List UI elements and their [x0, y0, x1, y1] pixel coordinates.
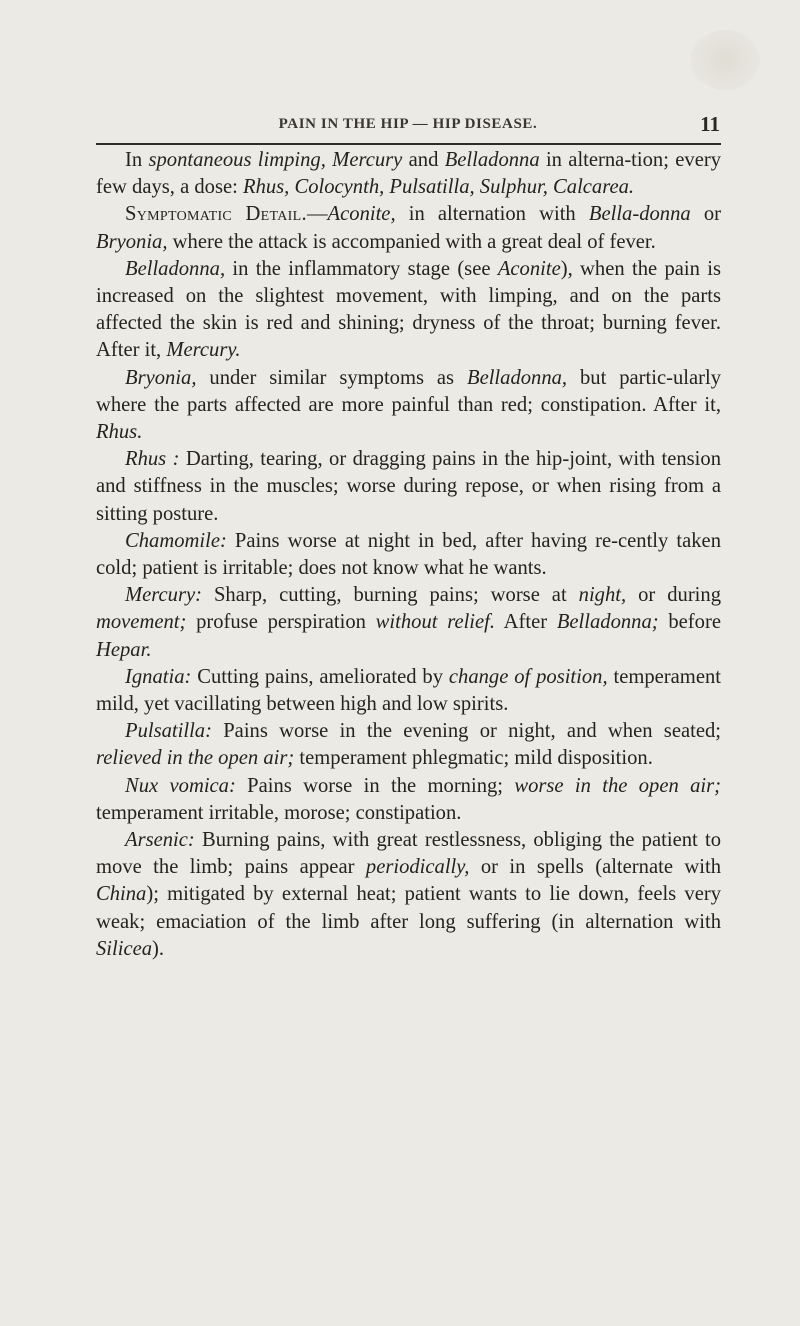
text-run: After — [495, 611, 557, 634]
section-heading: Symptomatic Detail. — [125, 203, 307, 226]
text-run: or — [690, 203, 721, 226]
text-run: Pains worse in the evening or night, and when seated; — [211, 720, 721, 743]
paragraph-rhus — [96, 446, 721, 528]
paragraph-ignatia — [96, 664, 721, 718]
text-run: in the inflammatory stage (see — [225, 257, 498, 280]
italic-text: Bryonia, — [96, 230, 168, 253]
italic-text: without relief. — [375, 611, 496, 634]
paper-stain — [690, 30, 760, 90]
italic-text: China — [96, 883, 147, 906]
italic-text: Belladonna, — [466, 366, 568, 389]
text-run: Sharp, cutting, burning pains; worse at — [202, 584, 579, 607]
text-run: temperament mild, yet vacillating between high and low spirits. — [96, 665, 721, 716]
italic-text: Nux vomica: — [125, 774, 236, 797]
paragraph-symptomatic-detail — [96, 201, 721, 255]
italic-text: periodically, — [365, 856, 470, 879]
italic-text: change of position, — [448, 665, 608, 688]
header-rule — [96, 143, 721, 145]
text-run: or during — [626, 584, 721, 607]
text-run: and — [402, 149, 445, 171]
italic-text: Hepar. — [96, 638, 152, 661]
paragraph-pulsatilla — [96, 718, 721, 772]
text-run: profuse perspiration — [186, 611, 376, 634]
text-run: but partic-ularly where the parts affected are more painful than red; constipation. After it, — [96, 366, 721, 416]
text-run: temperament phlegmatic; mild disposition. — [294, 747, 653, 770]
italic-text: Rhus : — [125, 448, 180, 471]
running-head: PAIN IN THE HIP — HIP DISEASE. — [278, 116, 538, 132]
italic-text: Belladonna, — [125, 257, 226, 280]
text-run: Burning pains, with great restlessness, obliging the patient to move the limb; pains appear — [96, 829, 721, 879]
text-run: Cutting pains, ameliorated by — [191, 665, 449, 688]
text-run: under similar symptoms as — [196, 366, 467, 389]
italic-text: Bella-donna — [588, 203, 691, 226]
text-run: Pains worse at night in bed, after having re-cently taken cold; patient is irritable; does not know what he wants. — [96, 529, 721, 580]
paragraph-arsenic — [96, 827, 721, 963]
italic-text: Ignatia: — [125, 665, 192, 688]
text-run: in alterna-tion; every few days, a dose: — [96, 149, 721, 199]
text-run: In — [125, 149, 149, 171]
text-run: ). — [152, 937, 165, 960]
page-number: 11 — [700, 112, 720, 136]
text-run: or in spells (alternate with — [469, 856, 721, 879]
body-text — [96, 147, 721, 963]
paragraph-nux-vomica — [96, 773, 721, 827]
italic-text: relieved in the open air; — [96, 747, 295, 770]
italic-text: Arsenic: — [125, 829, 195, 852]
text-run: ), when the pain is increased on the slightest movement, with limping, and on the parts affected the skin is red and shining; dryness of the throat; burning fever. After it, — [96, 257, 722, 362]
italic-text: Mercury. — [166, 339, 241, 362]
paragraph-spontaneous-limping — [96, 147, 721, 201]
italic-text: movement; — [96, 611, 187, 634]
paragraph-mercury — [96, 582, 721, 664]
text-run: ); mitigated by external heat; patient wants to lie down, feels very weak; emaciation of the limb after long suffering (in alternation with — [96, 883, 721, 933]
italic-text: Belladonna — [444, 149, 540, 171]
paragraph-chamomile — [96, 528, 721, 582]
paragraph-bryonia — [96, 365, 721, 447]
italic-text: spontaneous limping, Mercury — [148, 149, 403, 171]
italic-text: Aconite, — [327, 203, 396, 226]
italic-text: Silicea — [96, 937, 153, 960]
text-run: Darting, tearing, or dragging pains in the hip-joint, with tension and stiffness in the muscles; worse during repose, or when rising from a sitting posture. — [96, 448, 721, 525]
text-run: before — [658, 611, 721, 634]
italic-text: night, — [578, 584, 627, 607]
paragraph-belladonna — [96, 256, 721, 365]
page-header — [96, 112, 720, 140]
italic-text: Mercury: — [125, 584, 202, 607]
text-run: Pains worse in the morning; — [235, 774, 515, 797]
italic-text: Chamomile: — [125, 529, 227, 552]
italic-text: worse in the open air; — [514, 774, 721, 797]
text-run: in alternation with — [395, 203, 589, 226]
italic-text: Rhus, Colocynth, Pulsatilla, Sulphur, Calcarea. — [242, 176, 635, 199]
text-run: where the attack is accompanied with a great deal of fever. — [167, 230, 656, 253]
italic-text: Rhus. — [96, 421, 143, 444]
italic-text: Bryonia, — [125, 366, 197, 389]
italic-text: Belladonna; — [556, 611, 659, 634]
text-run: — — [306, 203, 328, 226]
italic-text: Pulsatilla: — [125, 720, 212, 743]
text-run: temperament irritable, morose; constipation. — [96, 801, 462, 824]
italic-text: Aconite — [497, 257, 561, 280]
